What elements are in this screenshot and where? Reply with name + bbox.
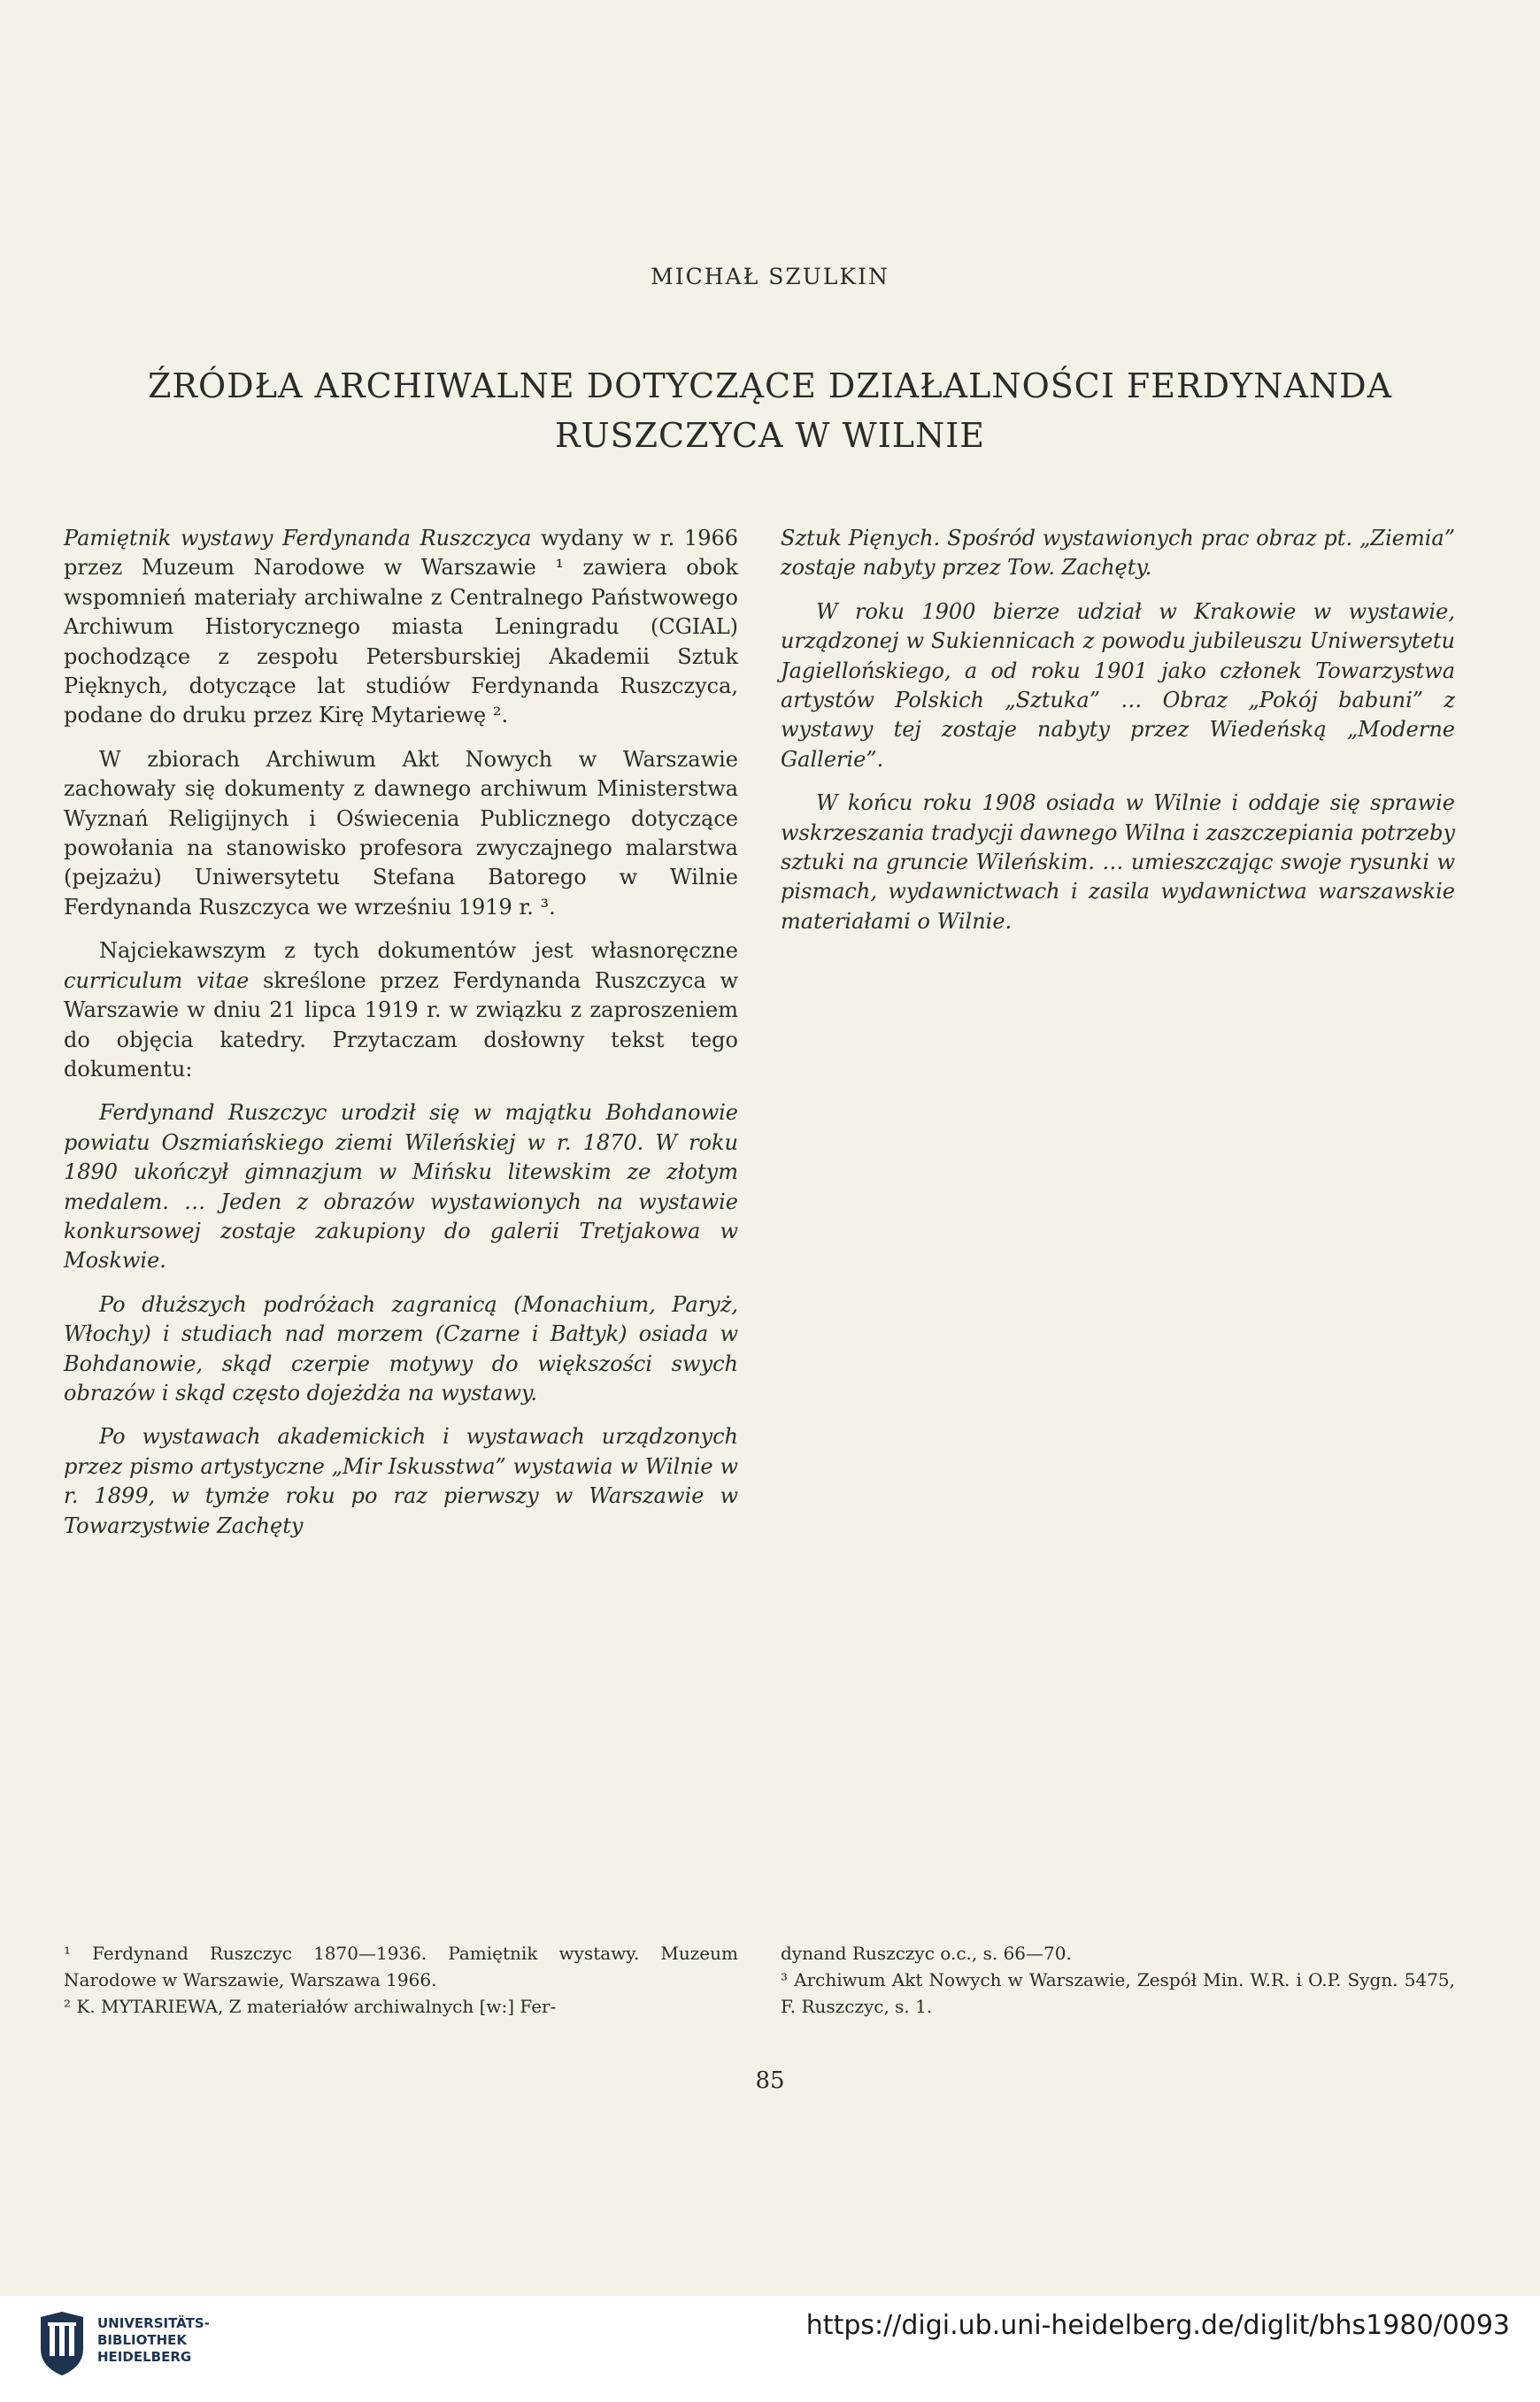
quoted-document: W końcu roku 1908 osiada w Wilnie i oddaje się sprawie wskrzeszania tradycji dawnego Wilna i zaszczepiania potrzeby sztuki na gruncie Wileńskim. … umieszczając swoje rysunki w pismach, wydawnictwach i zasila wydawnictwa warszawskie materiałami o Wilnie.	[781, 790, 1455, 934]
footnote: ³ Archiwum Akt Nowych w Warszawie, Zespół Min. W.R. i O.P. Sygn. 5475, F. Ruszczyc, s. 1.	[781, 1969, 1455, 2017]
article-title	[89, 361, 1451, 460]
left-column	[64, 524, 738, 1555]
source-url-link[interactable]: https://digi.ub.uni-heidelberg.de/diglit/bhs1980/0093	[805, 2310, 1510, 2341]
paragraph	[64, 524, 738, 731]
quoted-document: W roku 1900 bierze udział w Krakowie w wystawie, urządzonej w Sukiennicach z powodu jubileuszu Uniwersytetu Jagiellońskiego, a od roku 1901 jako członek Towarzystwa artystów Polskich „Sztuka” … Obraz „Pokój babuni” z wystawy tej zostaje nabyty przez Wiedeńską „Moderne Gallerie”.	[781, 598, 1455, 772]
paragraph	[64, 936, 738, 1084]
right-column	[781, 524, 1455, 951]
paragraph: W zbiorach Archiwum Akt Nowych w Warszawie zachowały się dokumenty z dawnego archiwum Ministerstwa Wyznań Religijnych i Oświecenia Publicznego dotyczące powołania na stanowisko profesora zwyczajnego malarstwa (pejzażu) Uniwersytetu Stefana Batorego w Wilnie Ferdynanda Ruszczyca we wrześniu 1919 r. ³.	[64, 746, 738, 920]
library-name-line: UNIVERSITÄTS-	[97, 2315, 210, 2331]
page-number: 85	[755, 2067, 785, 2094]
library-name	[97, 2315, 210, 2366]
paragraph-text: skreślone przez Ferdynanda Ruszczyca w Warszawie w dniu 21 lipca 1919 r. w związku z zaproszeniem do objęcia katedry. Przytaczam dosłowny tekst tego dokumentu:	[64, 967, 739, 1082]
footnotes-right	[781, 1940, 1455, 2020]
paragraph-text: Najciekawszym z tych dokumentów jest własnoręczne	[99, 938, 738, 964]
footnote: ¹ Ferdynand Ruszczyc 1870—1936. Pamiętnik wystawy. Muzeum Narodowe w Warszawie, Warszawa 1966.	[64, 1943, 738, 1990]
quoted-document: Po wystawach akademickich i wystawach urządzonych przez pismo artystyczne „Mir Iskusstwa” wystawia w Wilnie w r. 1899, w tymże roku po raz pierwszy w Warszawie w Towarzystwie Zachęty	[64, 1424, 738, 1538]
library-name-line: HEIDELBERG	[97, 2349, 192, 2365]
viewer-footer	[0, 2296, 1540, 2402]
paragraph-text: wydany w r. 1966 przez Muzeum Narodowe w Warszawie ¹ zawiera obok wspomnień materiały archiwalne z Centralnego Państwowego Archiwum Historycznego miasta Leningradu (CGIAL) pochodzące z zespołu Petersburskiej Akademii Sztuk Pięknych, dotyczące lat studiów Ferdynanda Ruszczyca, podane do druku przez Kirę Mytariewę ².	[64, 526, 738, 728]
quoted-document: Ferdynand Ruszczyc urodził się w majątku Bohdanowie powiatu Oszmiańskiego ziemi Wileńskiej w r. 1870. W roku 1890 ukończył gimnazjum w Mińsku litewskim ze złotym medalem. … Jeden z obrazów wystawionych na wystawie konkursowej zostaje zakupiony do galerii Tretjakowa w Moskwie.	[64, 1100, 738, 1274]
italic-term: curriculum vitae	[64, 967, 250, 993]
italic-book-title: Pamiętnik wystawy Ferdynanda Ruszczyca	[64, 526, 532, 550]
quoted-document: Po dłuższych podróżach zagranicą (Monachium, Paryż, Włochy) i studiach nad morzem (Czarne i Bałtyk) osiada w Bohdanowie, skąd czerpie motywy do większości swych obrazów i skąd często dojeżdża na wystawy.	[64, 1291, 738, 1405]
footnotes-left	[64, 1940, 738, 2020]
library-name-line: BIBLIOTHEK	[97, 2332, 187, 2348]
footnote: dynand Ruszczyc o.c., s. 66—70.	[781, 1943, 1072, 1964]
title-line-1: ŹRÓDŁA ARCHIWALNE DOTYCZĄCE DZIAŁALNOŚCI FERDYNANDA	[147, 366, 1393, 405]
title-line-2: RUSZCZYCA W WILNIE	[554, 416, 985, 455]
footnote: ² K. MYTARIEWA, Z materiałów archiwalnych [w:] Fer-	[64, 1996, 557, 2017]
library-logo-icon	[34, 2308, 90, 2379]
quoted-document: Sztuk Pięnych. Spośród wystawionych prac obraz pt. „Ziemia” zostaje nabyty przez Tow. Zachęty.	[781, 526, 1455, 581]
author-name: MICHAŁ SZULKIN	[651, 264, 889, 289]
